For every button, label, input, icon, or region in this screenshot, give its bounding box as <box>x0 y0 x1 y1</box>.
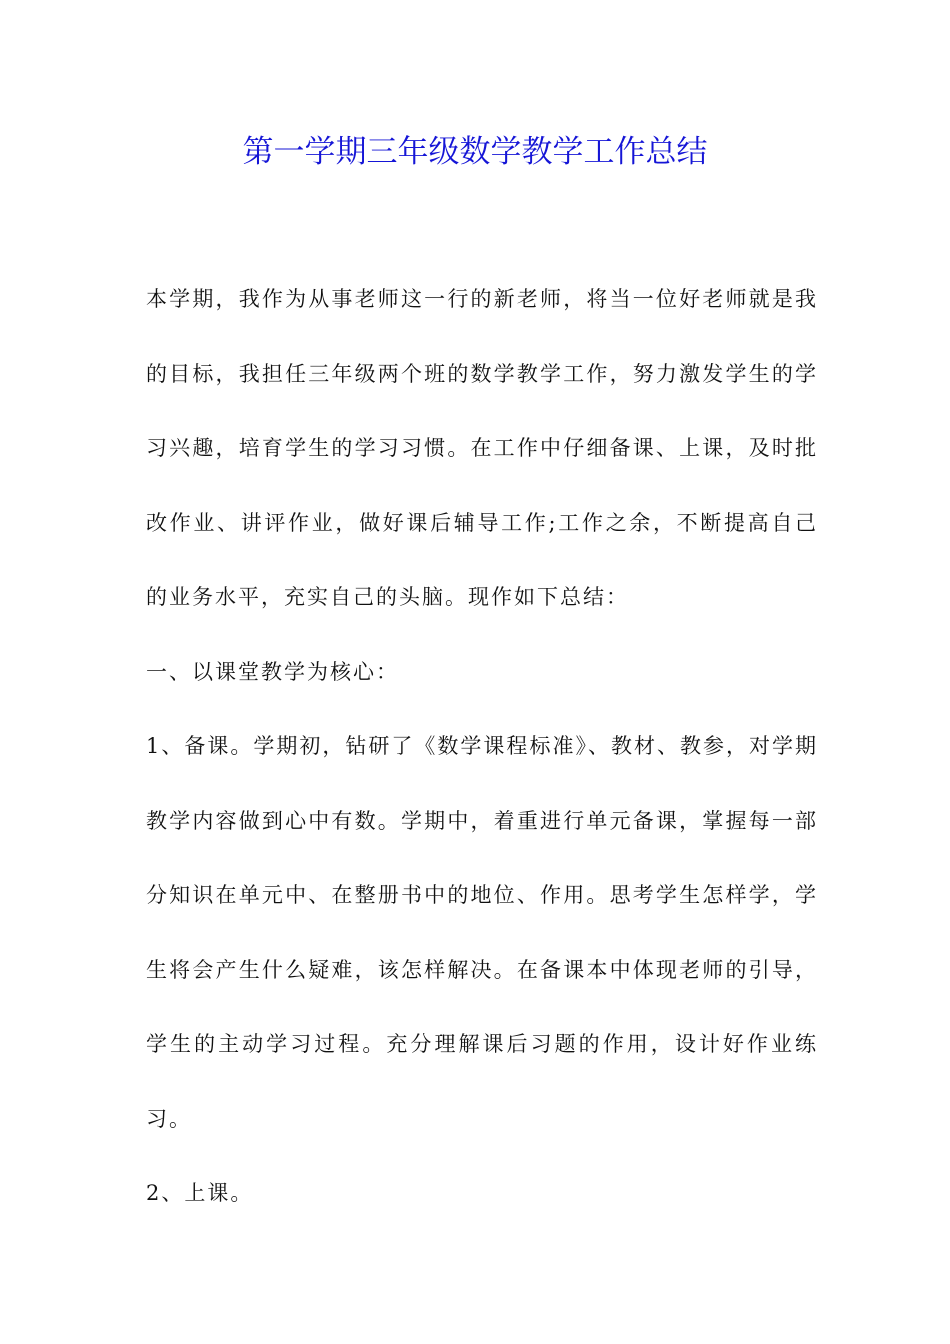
document-body <box>146 262 818 1231</box>
paragraph-intro: 本学期，我作为从事老师这一行的新老师，将当一位好老师就是我的目标，我担任三年级两个班的数学教学工作，努力激发学生的学习兴趣，培育学生的学习习惯。在工作中仔细备课、上课，及时批改作业、讲评作业，做好课后辅导工作;工作之余，不断提高自己的业务水平，充实自己的头脑。现作如下总结： <box>146 287 818 609</box>
paragraph-class-teaching: 2、上课。 <box>146 1181 254 1205</box>
section-heading-1: 一、以课堂教学为核心： <box>146 659 399 684</box>
document-title: 第一学期三年级数学教学工作总结 <box>242 134 708 170</box>
paragraph-lesson-prep: 1、备课。学期初，钻研了《数学课程标准》、教材、教参，对学期教学内容做到心中有数。学期中，着重进行单元备课，掌握每一部分知识在单元中、在整册书中的地位、作用。思考学生怎样学，学生将会产生什么疑难，该怎样解决。在备课本中体现老师的引导，学生的主动学习过程。充分理解课后习题的作用，设计好作业练习。 <box>146 734 818 1131</box>
